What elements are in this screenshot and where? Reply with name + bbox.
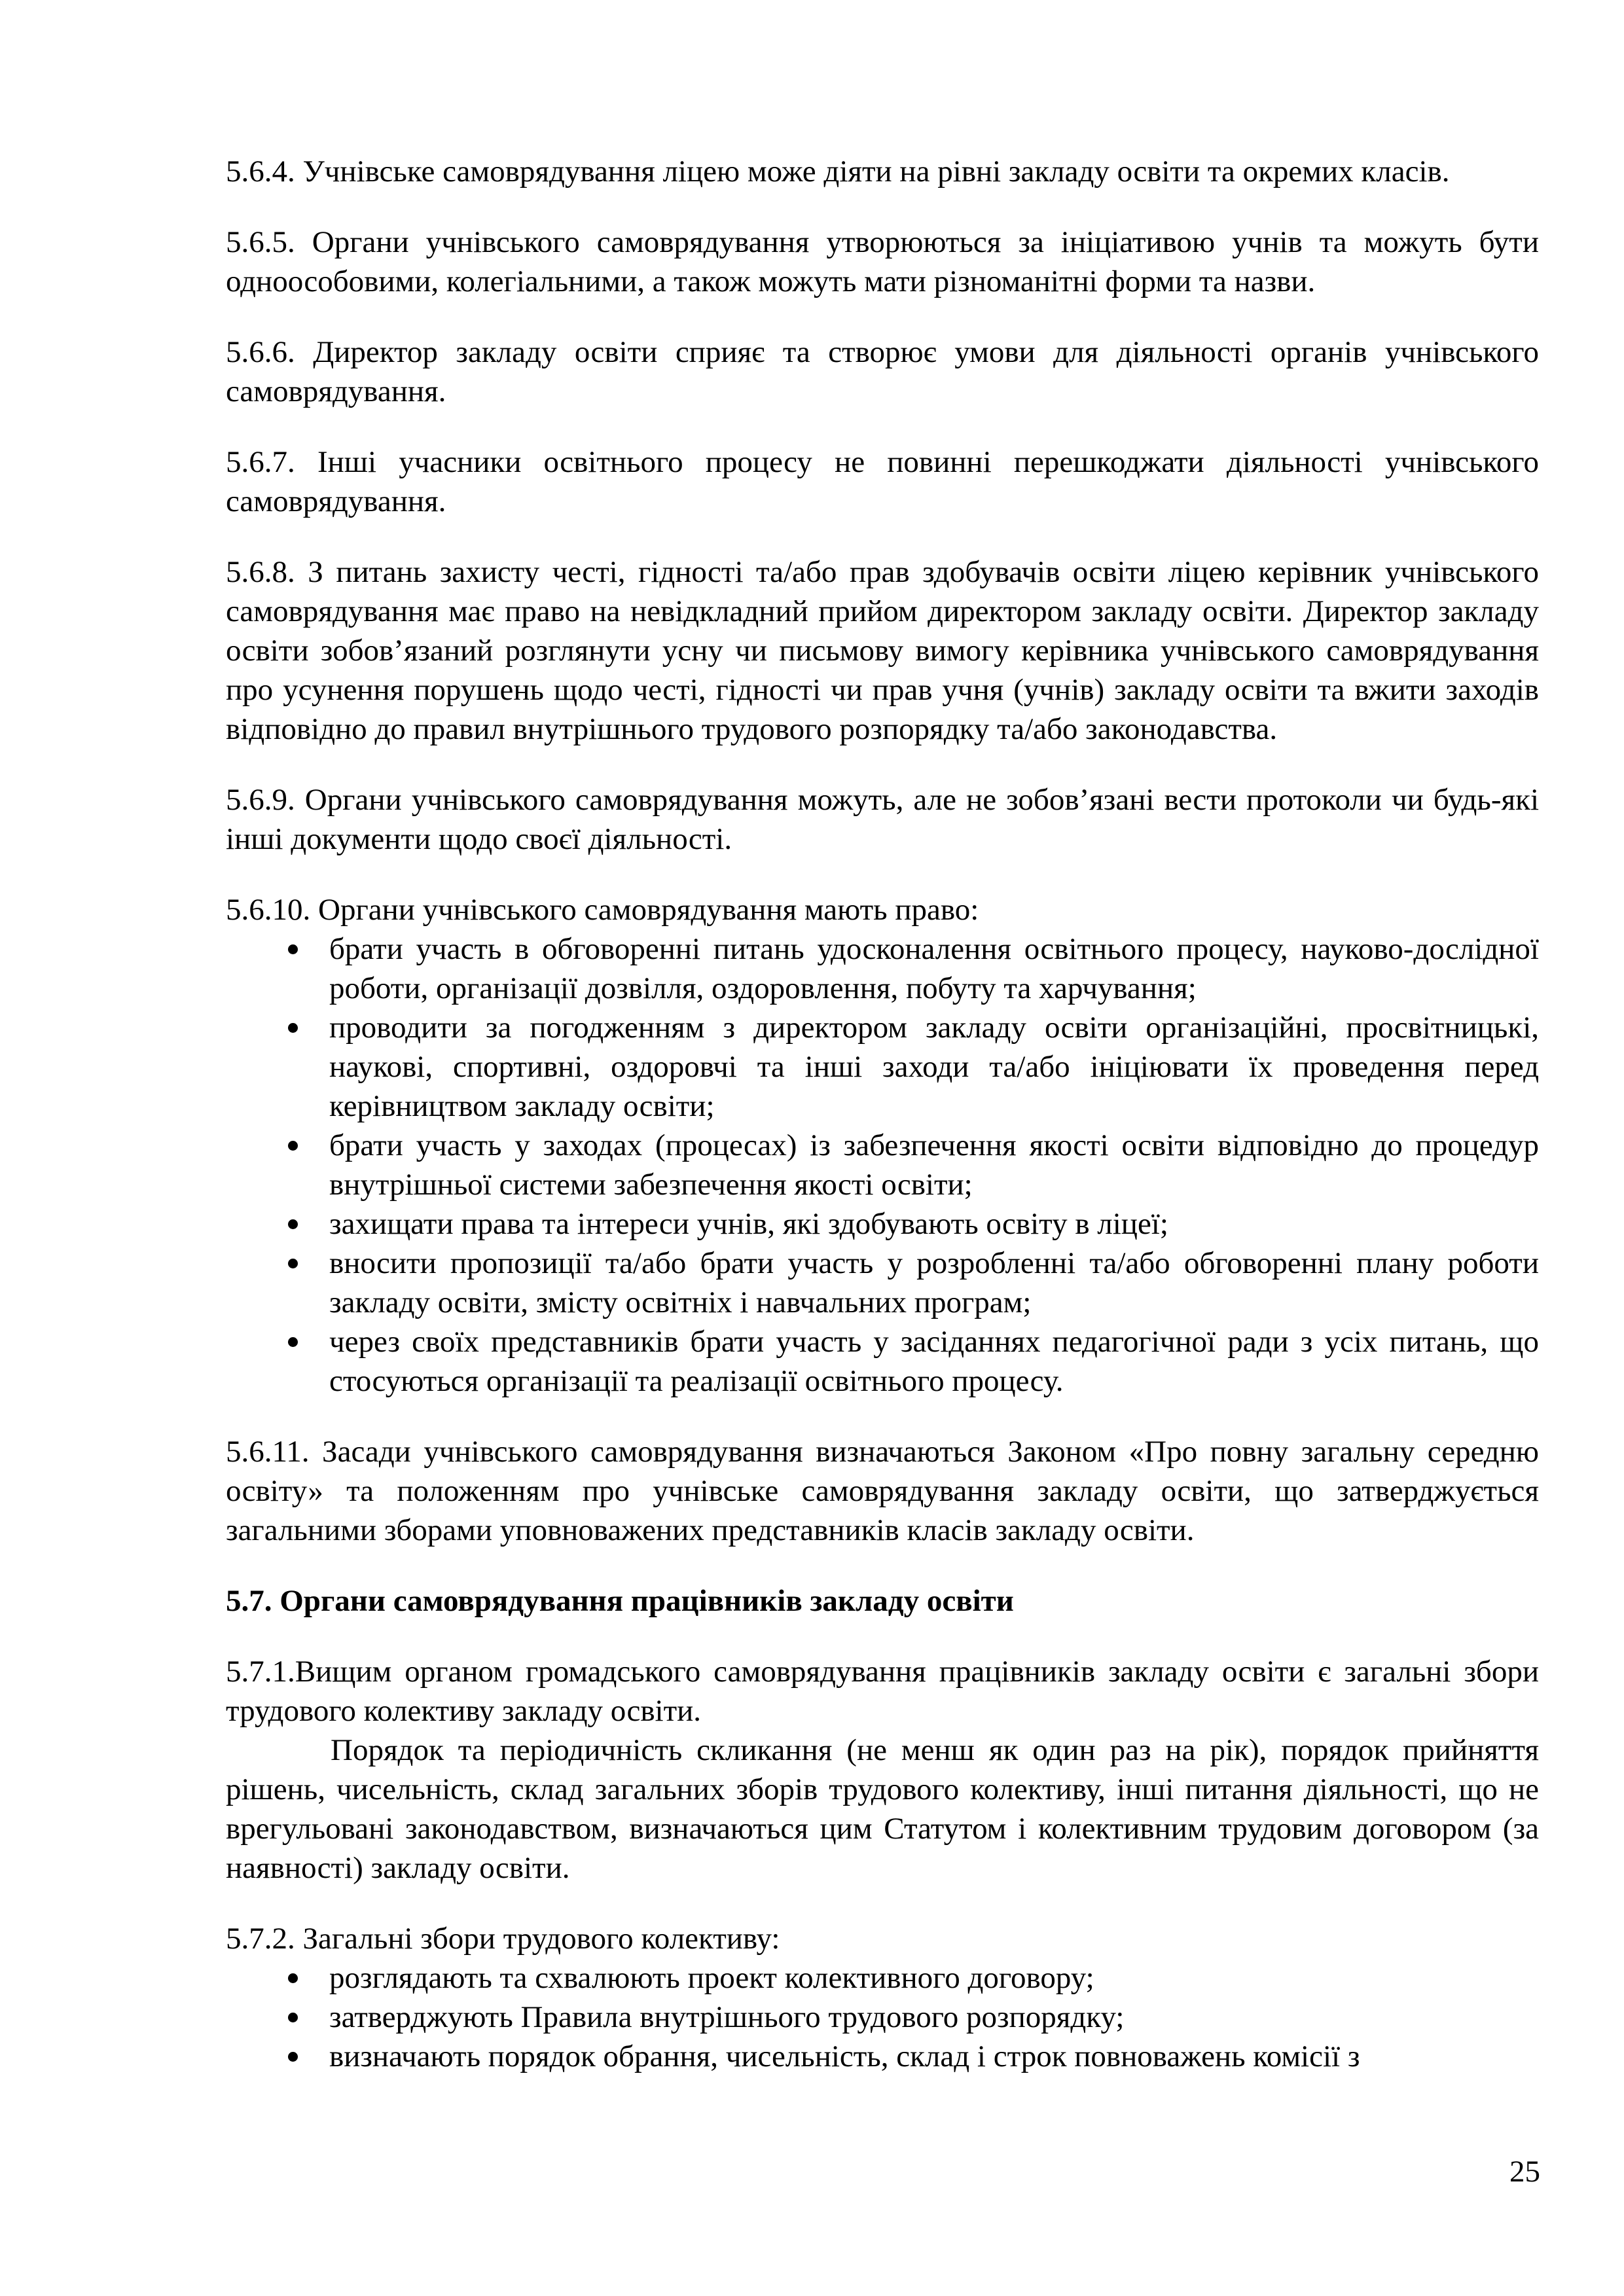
list-item: через своїх представників брати участь у засіданнях педагогічної ради з усіх питань, що стосуються організації та реалізації освітнього процесу.: [226, 1322, 1539, 1401]
paragraph-5-6-5: 5.6.5. Органи учнівського самоврядування утворюються за ініціативою учнів та можуть бути одноособовими, колегіальними, а також можуть мати різноманітні форми та назви.: [226, 225, 1539, 298]
section-heading-5-7: 5.7. Органи самоврядування працівників закладу освіти: [226, 1584, 1014, 1618]
paragraph-5-7-1: 5.7.1.Вищим органом громадського самоврядування працівників закладу освіти є загальні збори трудового колективу закладу освіти.: [226, 1655, 1539, 1728]
paragraph-5-6-10: 5.6.10. Органи учнівського самоврядування мають право:: [226, 893, 979, 927]
paragraph-5-7-2: 5.7.2. Загальні збори трудового колективу:: [226, 1922, 780, 1956]
list-item: брати участь у заходах (процесах) із забезпечення якості освіти відповідно до процедур внутрішньої системи забезпечення якості освіти;: [226, 1126, 1539, 1204]
list-item: затверджують Правила внутрішнього трудового розпорядку;: [226, 1998, 1539, 2037]
student-government-rights-list: [226, 929, 1539, 1401]
paragraph-5-6-11: 5.6.11. Засади учнівського самоврядування визначаються Законом «Про повну загальну середню освіту» та положенням про учнівське самоврядування закладу освіти, що затверджується загальними зборами уповноважених представників класів закладу освіти.: [226, 1435, 1539, 1547]
list-item: вносити пропозиції та/або брати участь у розробленні та/або обговоренні плану роботи закладу освіти, змісту освітніх і навчальних програм;: [226, 1244, 1539, 1322]
list-item: розглядають та схвалюють проект колективного договору;: [226, 1958, 1539, 1998]
page-number: 25: [1509, 2155, 1540, 2189]
list-item: визначають порядок обрання, чисельність, склад і строк повноважень комісії з: [226, 2037, 1539, 2076]
staff-assembly-powers-list: [226, 1958, 1539, 2076]
paragraph-5-6-4: 5.6.4. Учнівське самоврядування ліцею може діяти на рівні закладу освіти та окремих класів.: [226, 154, 1450, 188]
paragraph-5-6-8: 5.6.8. З питань захисту честі, гідності та/або прав здобувачів освіти ліцею керівник учнівського самоврядування має право на невідкладний прийом директором закладу освіти. Директор закладу освіти зобов’язаний розглянути усну чи письмову вимогу керівника учнівського самоврядування про усунення порушень щодо честі, гідності чи прав учня (учнів) закладу освіти та вжити заходів відповідно до правил внутрішнього трудового розпорядку та/або законодавства.: [226, 555, 1539, 746]
paragraph-5-6-6: 5.6.6. Директор закладу освіти сприяє та створює умови для діяльності органів учнівського самоврядування.: [226, 335, 1539, 408]
list-item: проводити за погодженням з директором закладу освіти організаційні, просвітницькі, наукові, спортивні, оздоровчі та інші заходи та/або ініціювати їх проведення перед керівництвом закладу освіти;: [226, 1008, 1539, 1126]
paragraph-5-6-7: 5.6.7. Інші учасники освітнього процесу не повинні перешкоджати діяльності учнівського самоврядування.: [226, 445, 1539, 518]
list-item: захищати права та інтереси учнів, які здобувають освіту в ліцеї;: [226, 1204, 1539, 1244]
paragraph-5-7-1-continued: Порядок та періодичність скликання (не менш як один раз на рік), порядок прийняття рішень, чисельність, склад загальних зборів трудового колективу, інші питання діяльності, що не врегульовані законодавством, визначаються цим Статутом і колективним трудовим договором (за наявності) закладу освіти.: [226, 1733, 1539, 1885]
paragraph-5-6-9: 5.6.9. Органи учнівського самоврядування можуть, але не зобов’язані вести протоколи чи будь-які інші документи щодо своєї діяльності.: [226, 783, 1539, 856]
page-content: [226, 152, 1539, 2076]
list-item: брати участь в обговоренні питань удосконалення освітнього процесу, науково-дослідної роботи, організації дозвілля, оздоровлення, побуту та харчування;: [226, 929, 1539, 1008]
